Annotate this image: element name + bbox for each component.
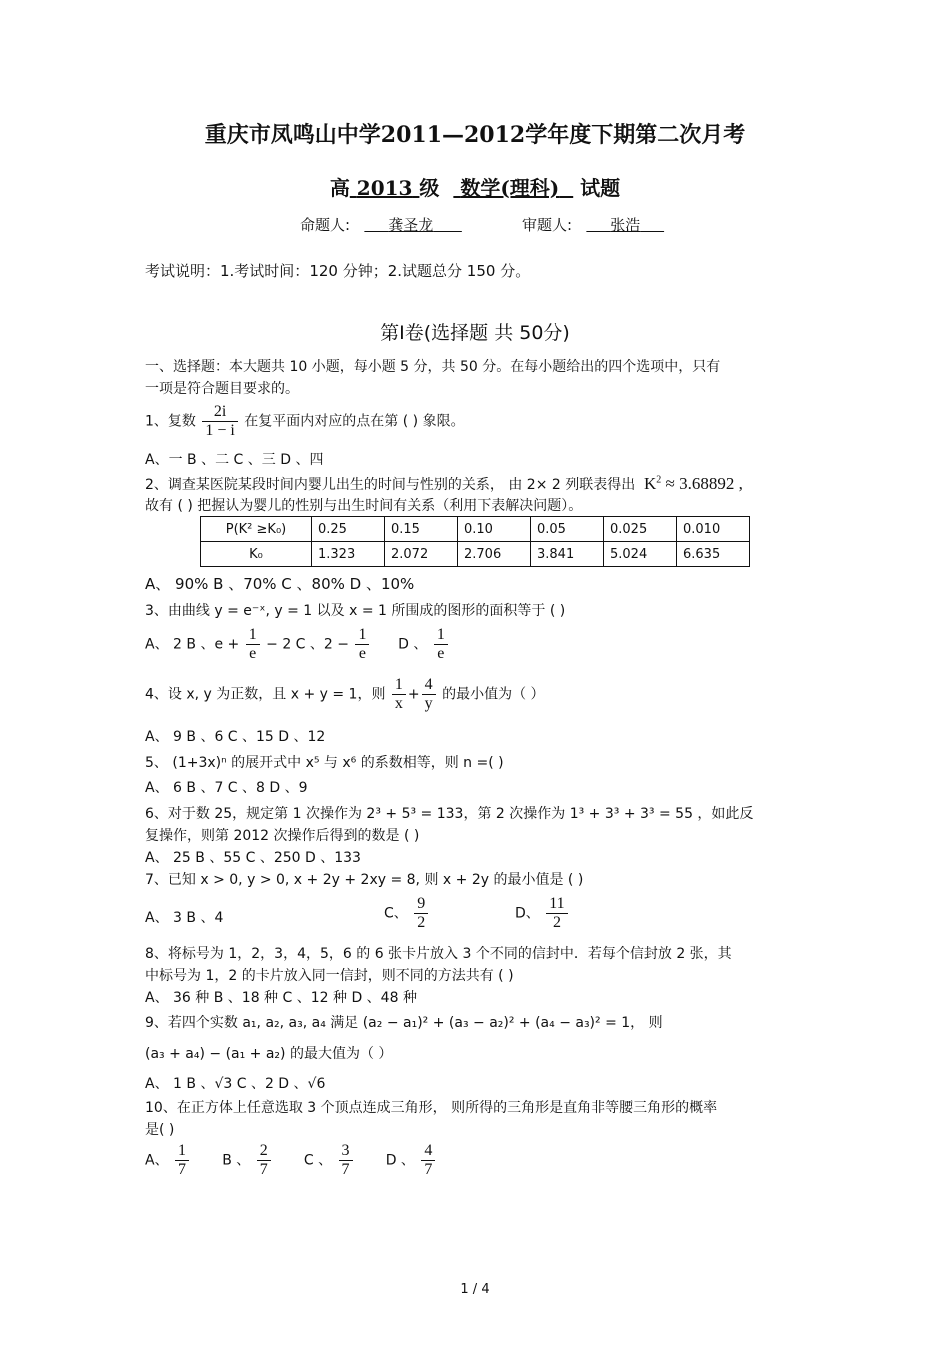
question-8-line-2: 中标号为 1，2 的卡片放入同一信封，则不同的方法共有 ( ) bbox=[145, 968, 514, 984]
question-1-options: A、一 B 、二 C 、三 D 、四 bbox=[145, 452, 324, 468]
table-cell: 0.10 bbox=[458, 517, 531, 542]
table-cell: 1.323 bbox=[312, 542, 385, 567]
table-cell: 2.072 bbox=[385, 542, 458, 567]
table-cell: 3.841 bbox=[531, 542, 604, 567]
question-9-options: A、 1 B 、√3 C 、2 D 、√6 bbox=[145, 1076, 326, 1092]
question-5: 5、 (1+3x)ⁿ 的展开式中 x⁵ 与 x⁶ 的系数相等，则 n =( ) bbox=[145, 755, 504, 771]
question-4: 4、设 x, y 为正数，且 x + y = 1，则 $\frac{1}{x}$ + $\frac{4}{y}$ 的最小值为（ ） bbox=[145, 676, 545, 712]
section-intro-1: 一、选择题：本大题共 10 小题，每小题 5 分，共 50 分。在每小题给出的四个选项中，只有 bbox=[145, 359, 721, 375]
question-6-line-2: 复操作，则第 2012 次操作后得到的数是 ( ) bbox=[145, 828, 420, 844]
question-2-line-2: 故有 ( ) 把握认为婴儿的性别与出生时间有关系（利用下表解决问题）。 bbox=[145, 498, 583, 514]
question-3-options: A、 2 B 、e + $\frac{1}{e}$ − 2 C 、2 − $\frac{1}{e}$ D 、 $\frac{1}{e}$ bbox=[145, 626, 450, 663]
table-cell: 0.15 bbox=[385, 517, 458, 542]
page-number: 1 / 4 bbox=[460, 1282, 490, 1297]
table-cell: 2.706 bbox=[458, 542, 531, 567]
question-6-line-1: 6、对于数 25，规定第 1 次操作为 2³ + 5³ = 133，第 2 次操作为 1³ + 3³ + 3³ = 55 ，如此反 bbox=[145, 806, 754, 822]
question-6-options: A、 25 B 、55 C 、250 D 、133 bbox=[145, 850, 361, 866]
table-cell: 0.025 bbox=[604, 517, 677, 542]
table-cell: 5.024 bbox=[604, 542, 677, 567]
critical-value-table bbox=[200, 516, 750, 567]
table-header-p: P(K² ≥K₀) bbox=[201, 517, 312, 542]
question-8-options: A、 36 种 B 、18 种 C 、12 种 D 、48 种 bbox=[145, 990, 417, 1006]
table-cell: 0.05 bbox=[531, 517, 604, 542]
question-7-option-d: D、 $\frac{11}{2}$ bbox=[515, 895, 570, 932]
table-cell: 0.25 bbox=[312, 517, 385, 542]
table-cell: 6.635 bbox=[677, 542, 750, 567]
question-10-line-2: 是( ) bbox=[145, 1122, 175, 1138]
question-10-options: A、 $\frac{1}{7}$ B 、 $\frac{2}{7}$ C 、 $\frac{3}{7}$ D 、 $\frac{4}{7}$ bbox=[145, 1142, 437, 1179]
table-cell: 0.010 bbox=[677, 517, 750, 542]
exam-subtitle: 高 2013 级 数学(理科) 试题 bbox=[329, 176, 621, 200]
section-title: 第Ⅰ卷(选择题 共 50分) bbox=[380, 322, 570, 344]
question-10-line-1: 10、在正方体上任意选取 3 个顶点连成三角形， 则所得的三角形是直角非等腰三角形的概率 bbox=[145, 1100, 718, 1116]
reviewer-line: 审题人: 张浩 bbox=[522, 216, 641, 234]
exam-instructions: 考试说明：1.考试时间：120 分钟；2.试题总分 150 分。 bbox=[145, 262, 531, 280]
question-7: 7、已知 x > 0, y > 0, x + 2y + 2xy = 8, 则 x + 2y 的最小值是 ( ) bbox=[145, 872, 584, 888]
exam-title: 重庆市凤鸣山中学2011—2012学年度下期第二次月考 bbox=[204, 122, 746, 148]
question-8-line-1: 8、将标号为 1，2，3，4，5，6 的 6 张卡片放入 3 个不同的信封中．若每个信封放 2 张，其 bbox=[145, 946, 732, 962]
question-2-line-1: 2、调查某医院某段时间内婴儿出生的时间与性别的关系， 由 2× 2 列联表得出 $K^2 \approx 3.68892$ , bbox=[145, 474, 743, 493]
question-7-option-c: C、 $\frac{9}{2}$ bbox=[384, 895, 430, 932]
question-3: 3、由曲线 y = e⁻ˣ, y = 1 以及 x = 1 所围成的图形的面积等于 ( ) bbox=[145, 603, 566, 619]
question-9-line-2: (a₃ + a₄) − (a₁ + a₂) 的最大值为（ ） bbox=[145, 1046, 393, 1062]
section-intro-2: 一项是符合题目要求的。 bbox=[145, 381, 299, 397]
table-row bbox=[201, 517, 750, 542]
question-7-options-ab: A、 3 B 、4 bbox=[145, 910, 224, 926]
setter-line: 命题人: 龚圣龙 bbox=[300, 216, 434, 234]
question-4-options: A、 9 B 、6 C 、15 D 、12 bbox=[145, 729, 326, 745]
question-2-options: A、 90% B 、70% C 、80% D 、10% bbox=[145, 575, 415, 593]
question-9-line-1: 9、若四个实数 a₁, a₂, a₃, a₄ 满足 (a₂ − a₁)² + (a₃ − a₂)² + (a₄ − a₃)² = 1， 则 bbox=[145, 1015, 663, 1031]
question-5-options: A、 6 B 、7 C 、8 D 、9 bbox=[145, 780, 308, 796]
table-row bbox=[201, 542, 750, 567]
table-header-k: K₀ bbox=[201, 542, 312, 567]
question-1: 1、复数 $\frac{2i}{1 - i}$ 在复平面内对应的点在第 ( ) 象限。 bbox=[145, 403, 465, 439]
